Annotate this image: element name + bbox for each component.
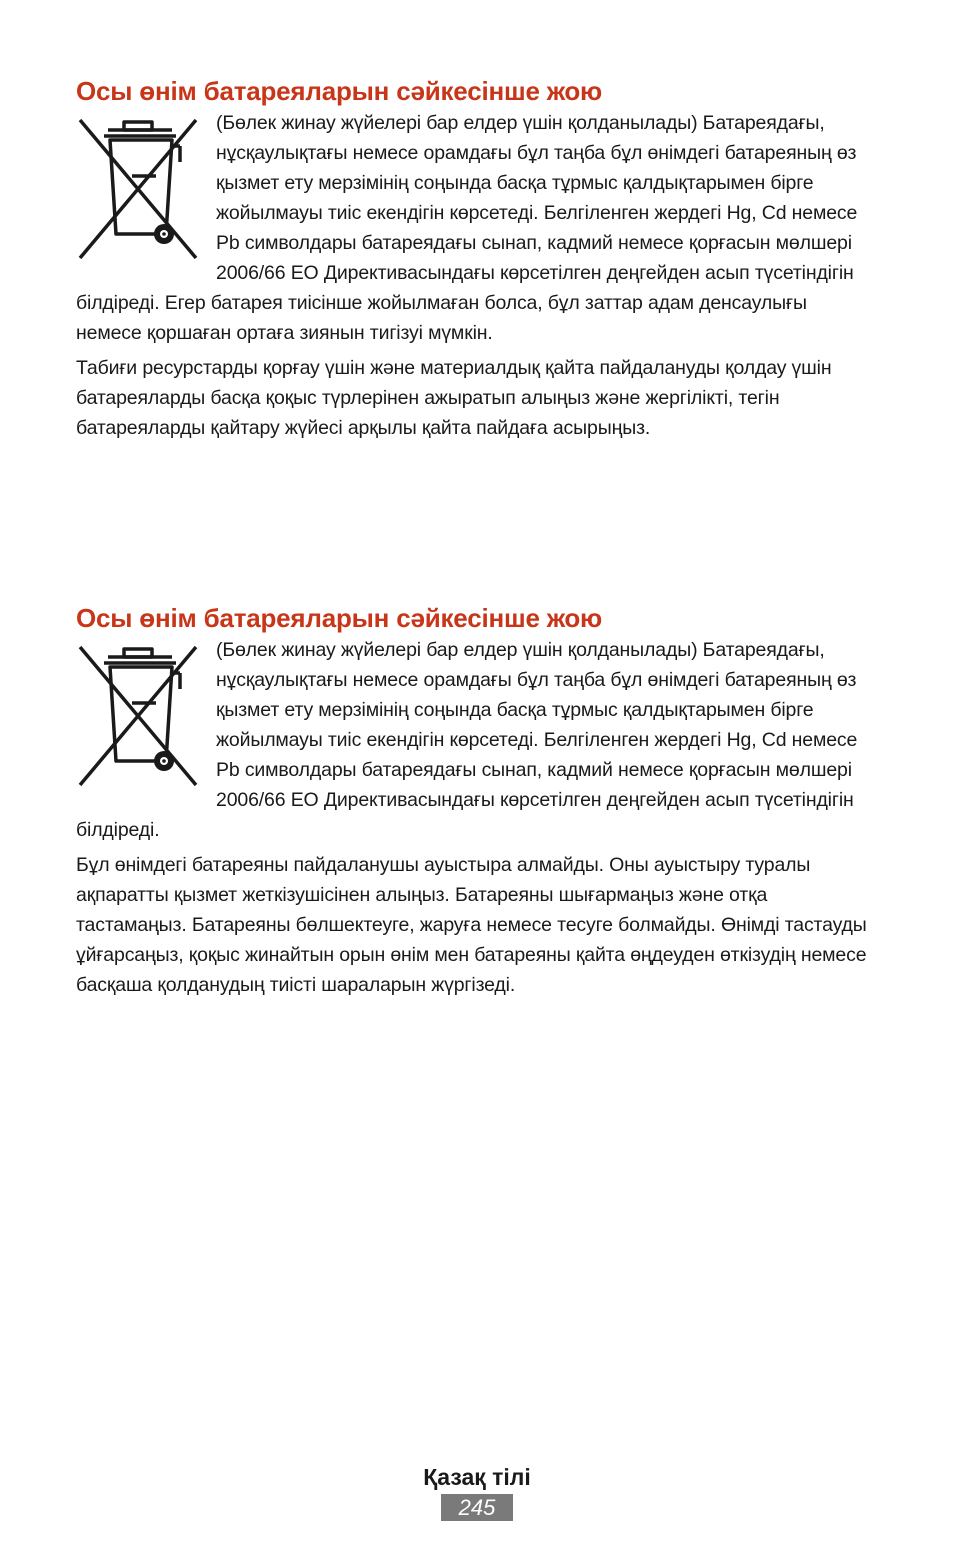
crossed-out-wheelie-bin-icon bbox=[76, 114, 216, 264]
section-paragraph: (Бөлек жинау жүйелері бар елдер үшін қолданылады) Батареядағы, нұсқаулықтағы немесе орамдағы бұл таңба бұл өнімдегі батареяның өз қызмет ету мерзімінің соңында басқа тұрмыс қалдықтарымен бірге жойылмауы тиіс екендігін көрсетеді. Белгіленген жердегі Hg, Cd немесе Pb символдары батареядағы сынап, кадмий немесе қорғасын мөлшері 2006/66 ЕО Директивасындағы көрсетілген деңгейден асып түсетіндігін білдіреді. Егер батарея тиісінше жойылмаған болса, бұл заттар адам денсаулығы немесе қоршаған ортаға зиянын тигізуі мүмкін. bbox=[76, 112, 858, 344]
section-paragraph: Бұл өнімдегі батареяны пайдаланушы ауыстыра алмайды. Оны ауыстыру туралы ақпаратты қызмет жеткізушісінен алыңыз. Батареяны шығармаңыз және отқа тастамаңыз. Батареяны бөлшектеуге, жаруға немесе тесуге болмайды. Өнімді тастауды ұйғарсаңыз, қоқыс жинайтын орын өнім мен батареяны қайта өңдеуден өткізудің немесе басқаша қолданудың тиісті шараларын жүргізеді. bbox=[76, 854, 867, 996]
crossed-out-wheelie-bin-icon bbox=[76, 641, 216, 791]
page-number-badge: 245 bbox=[441, 1494, 513, 1521]
section-heading: Осы өнім батареяларын сәйкесінше жою bbox=[76, 76, 603, 106]
footer-language-label: Қазақ тілі bbox=[423, 1464, 531, 1490]
section-heading: Осы өнім батареяларын сәйкесінше жою bbox=[76, 603, 603, 633]
section-paragraph: (Бөлек жинау жүйелері бар елдер үшін қолданылады) Батареядағы, нұсқаулықтағы немесе орамдағы бұл таңба бұл өнімдегі батареяның өз қызмет ету мерзімінің соңында басқа тұрмыс қалдықтарымен бірге жойылмауы тиіс екендігін көрсетеді. Белгіленген жердегі Hg, Cd немесе Pb символдары батареядағы сынап, кадмий немесе қорғасын мөлшері 2006/66 ЕО Директивасындағы көрсетілген деңгейден асып түсетіндігін білдіреді. bbox=[76, 639, 858, 841]
battery-disposal-section-2 bbox=[76, 601, 876, 1000]
page-footer bbox=[0, 1462, 954, 1521]
section-paragraph: Табиғи ресурстарды қорғау үшін және материалдық қайта пайдалануды қолдау үшін батареяларды басқа қоқыс түрлерінен ажыратып алыңыз және жергілікті, тегін батареяларды қайтару жүйесі арқылы қайта пайдаға асырыңыз. bbox=[76, 357, 832, 439]
battery-disposal-section-1 bbox=[76, 74, 876, 443]
